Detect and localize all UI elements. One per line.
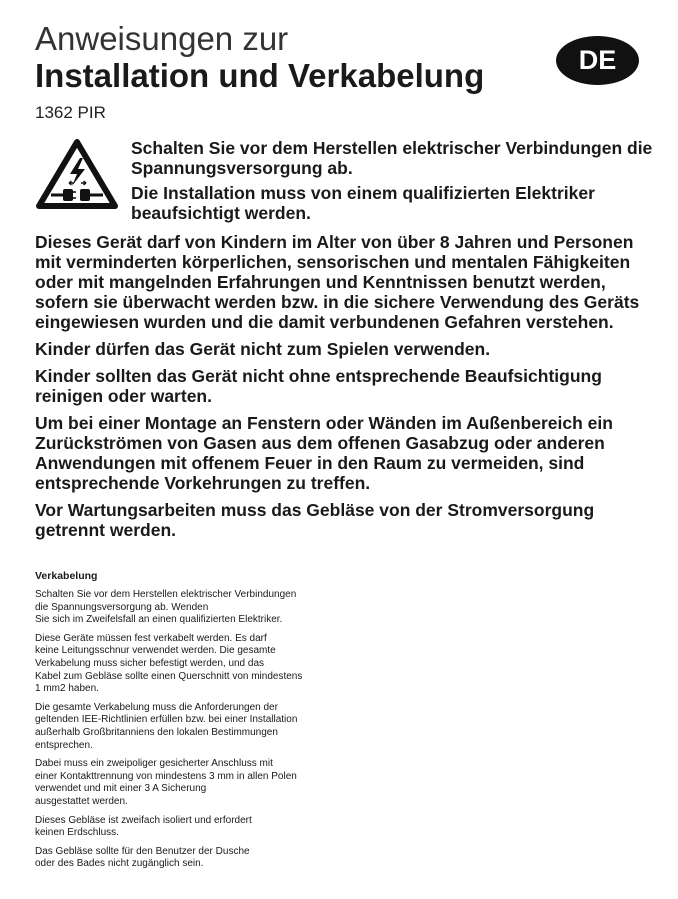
- safety-paragraph: Kinder dürfen das Gerät nicht zum Spielen verwenden.: [35, 339, 491, 359]
- wiring-section: [35, 570, 355, 877]
- safety-instructions: [35, 232, 660, 547]
- wiring-heading: Verkabelung: [35, 570, 98, 582]
- safety-paragraph: Kinder sollten das Gerät nicht ohne entsprechende Beaufsichtigung reinigen oder warten.: [35, 366, 602, 406]
- wiring-paragraph: Die gesamte Verkabelung muss die Anforderungen der geltenden IEE-Richtlinien erfüllen bzw. bei einer Installation außerhalb Großbritanniens den lokalen Bestimmungen entsprechen.: [35, 701, 298, 751]
- wiring-paragraph: Dieses Gebläse ist zweifach isoliert und erfordert keinen Erdschluss.: [35, 814, 252, 839]
- safety-paragraph: Um bei einer Montage an Fenstern oder Wänden im Außenbereich ein Zurückströmen von Gasen aus dem offenen Gasabzug oder anderen Anwendungen mit offenem Feuer in den Raum zu vermeiden, sind entsprechende Vorkehrungen zu treffen.: [35, 413, 613, 493]
- wiring-paragraph: Dabei muss ein zweipoliger gesicherter Anschluss mit einer Kontakttrennung von mindestens 3 mm in allen Polen verwendet und mit einer 3 A Sicherung ausgestattet werden.: [35, 758, 297, 807]
- warning-qualified-electrician: Die Installation muss von einem qualifizierten Elektriker beaufsichtigt werden.: [131, 183, 595, 223]
- wiring-paragraph: Diese Geräte müssen fest verkabelt werden. Es darf keine Leitungsschnur verwendet werden. Die gesamte Verkabelung muss sicher befestigt werden, und das Kabel zum Gebläse sollte einen Querschnitt von mindestens 1 mm2 haben.: [35, 632, 303, 695]
- safety-paragraph: Vor Wartungsarbeiten muss das Gebläse von der Stromversorgung getrennt werden.: [35, 500, 595, 540]
- wiring-paragraph: Schalten Sie vor dem Herstellen elektrischer Verbindungen die Spannungsversorgung ab. Wenden Sie sich im Zweifelsfall an einen qualifizierten Elektriker.: [35, 589, 297, 626]
- language-badge: DE: [556, 36, 639, 85]
- power-warning: [131, 138, 661, 228]
- warning-disconnect-power: Schalten Sie vor dem Herstellen elektrischer Verbindungen die Spannungsversorgung ab.: [131, 138, 653, 178]
- title-line-2: Installation und Verkabelung: [35, 57, 485, 94]
- electric-shock-disconnect-icon: [35, 138, 119, 210]
- model-number: 1362 PIR: [35, 103, 106, 122]
- safety-paragraph: Dieses Gerät darf von Kindern im Alter von über 8 Jahren und Personen mit verminderten körperlichen, sensorischen und mentalen Fähigkeiten oder mit mangelnden Erfahrungen und Kenntnissen benutzt werden, sofern sie überwacht werden bzw. in die sichere Verwendung des Geräts eingewiesen wurden und die damit verbundenen Gefahren verstehen.: [35, 232, 640, 332]
- title-line-1: Anweisungen zur: [35, 20, 289, 57]
- wiring-paragraph: Das Gebläse sollte für den Benutzer der Dusche oder des Bades nicht zugänglich sein.: [35, 845, 250, 870]
